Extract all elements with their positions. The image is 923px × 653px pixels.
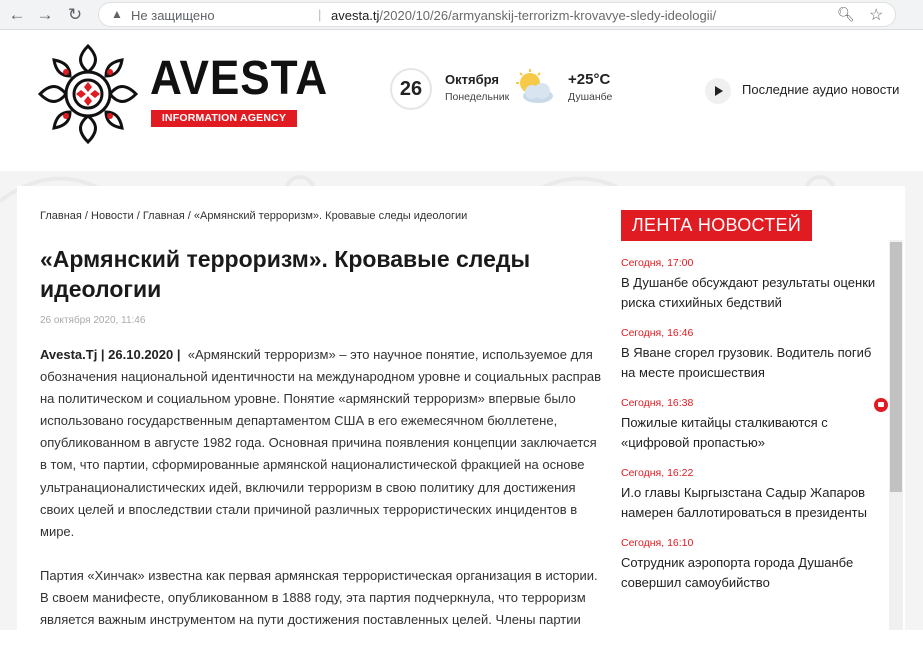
weather-city: Душанбе bbox=[568, 91, 613, 103]
article-lead: Avesta.Tj | 26.10.2020 | bbox=[40, 347, 181, 362]
news-title[interactable]: Сотрудник аэропорта города Душанбе совершил самоубийство bbox=[621, 555, 854, 590]
news-title[interactable]: Пожилые китайцы сталкиваются с «цифровой пропастью» bbox=[621, 415, 828, 450]
browser-toolbar bbox=[0, 0, 923, 30]
brand-subtitle: INFORMATION AGENCY bbox=[151, 110, 297, 127]
avesta-ornament-logo[interactable] bbox=[36, 42, 140, 146]
breadcrumb-main[interactable]: Главная bbox=[142, 210, 185, 222]
zoom-icon[interactable]: 🔍︎ bbox=[837, 6, 855, 22]
news-feed-list bbox=[621, 253, 883, 603]
article-paragraph bbox=[40, 344, 602, 543]
brand-logo-text[interactable]: AVESTA bbox=[150, 52, 329, 105]
news-time: Сегодня, 16:46 bbox=[621, 327, 694, 339]
site-header bbox=[0, 31, 923, 171]
breadcrumb-home[interactable]: Главная bbox=[40, 210, 82, 222]
audio-play-button[interactable] bbox=[705, 78, 731, 104]
breadcrumb-news[interactable]: Новости bbox=[91, 210, 134, 222]
calendar-badge-icon[interactable] bbox=[874, 398, 888, 412]
bookmark-star-icon[interactable]: ☆ bbox=[869, 7, 884, 24]
news-item[interactable] bbox=[621, 253, 883, 323]
article-paragraph-1: «Армянский терроризм» – это научное понятие, используемое для обозначения национальной идентичности на международном уровне и социальных расправ на политическом и социальном уровне. Понятие «армянский терроризм» впервые было использовано государственным департаментом США в его ежемесячном бюллетене, опубликованном в августе 1982 года. Основная причина появления концепции заключается в том, что партии, сформированные армянской националистической фракцией на основе ультранационалистических идей, включили терроризм в свою политику для достижения своих целей и впоследствии стали причиной различных террористических инцидентов в мире. bbox=[40, 347, 602, 539]
news-item[interactable] bbox=[621, 393, 883, 463]
news-title[interactable]: В Яване сгорел грузовик. Водитель погиб на месте происшествия bbox=[621, 345, 872, 380]
news-feed-heading[interactable]: ЛЕНТА НОВОСТЕЙ bbox=[621, 210, 812, 241]
date-weekday: Понедельник bbox=[445, 91, 510, 103]
news-time: Сегодня, 16:38 bbox=[621, 397, 694, 409]
address-separator: | bbox=[318, 7, 322, 22]
date-day: 26 bbox=[390, 68, 432, 110]
news-title[interactable]: И.о главы Кыргызстана Садыр Жапаров намерен баллотироваться в президенты bbox=[621, 485, 867, 520]
news-item[interactable] bbox=[621, 463, 883, 533]
news-title[interactable]: В Душанбе обсуждают результаты оценки риска стихийных бедствий bbox=[621, 275, 876, 310]
date-month: Октября bbox=[445, 72, 499, 87]
article-paragraph-2: Партия «Хинчак» известна как первая армянская террористическая организация в истории. В своем манифесте, опубликованном в 1888 году, эта партия подчеркнула, что терроризм является важным инструментом на пути достижения поставленных целей. Члены партии bbox=[40, 567, 598, 628]
audio-news-link[interactable]: Последние аудио новости bbox=[742, 82, 900, 97]
article-date: 26 октября 2020, 11:46 bbox=[40, 315, 146, 326]
news-item[interactable] bbox=[621, 533, 883, 603]
forward-arrow-icon[interactable]: → bbox=[36, 5, 54, 24]
breadcrumb: Главная / Новости / Главная / «Армянский терроризм». Кровавые следы идеологии bbox=[40, 210, 468, 222]
article-title: «Армянский терроризм». Кровавые следы идеологии bbox=[40, 246, 531, 302]
temperature: +25°C bbox=[568, 71, 611, 88]
news-item[interactable] bbox=[621, 323, 883, 393]
feed-scrollbar-thumb[interactable] bbox=[890, 242, 902, 492]
sun-cloud-icon bbox=[512, 69, 556, 105]
not-secure-label[interactable]: Не защищено bbox=[131, 8, 215, 23]
breadcrumb-current: «Армянский терроризм». Кровавые следы идеологии bbox=[193, 210, 468, 222]
news-time: Сегодня, 16:22 bbox=[621, 467, 694, 479]
news-time: Сегодня, 16:10 bbox=[621, 537, 694, 549]
news-time: Сегодня, 17:00 bbox=[621, 257, 694, 269]
back-arrow-icon[interactable]: ← bbox=[8, 5, 26, 24]
reload-icon[interactable]: ↻ bbox=[67, 5, 83, 24]
article-body bbox=[40, 344, 602, 653]
url-domain: avesta.tj bbox=[331, 8, 380, 23]
address-bar[interactable] bbox=[98, 2, 896, 27]
url-path: /2020/10/26/armyanskij-terrorizm-krovavye-sledy-ideologii/ bbox=[379, 8, 717, 23]
warning-icon[interactable]: ▲ bbox=[111, 7, 123, 21]
url-text[interactable] bbox=[331, 8, 716, 23]
